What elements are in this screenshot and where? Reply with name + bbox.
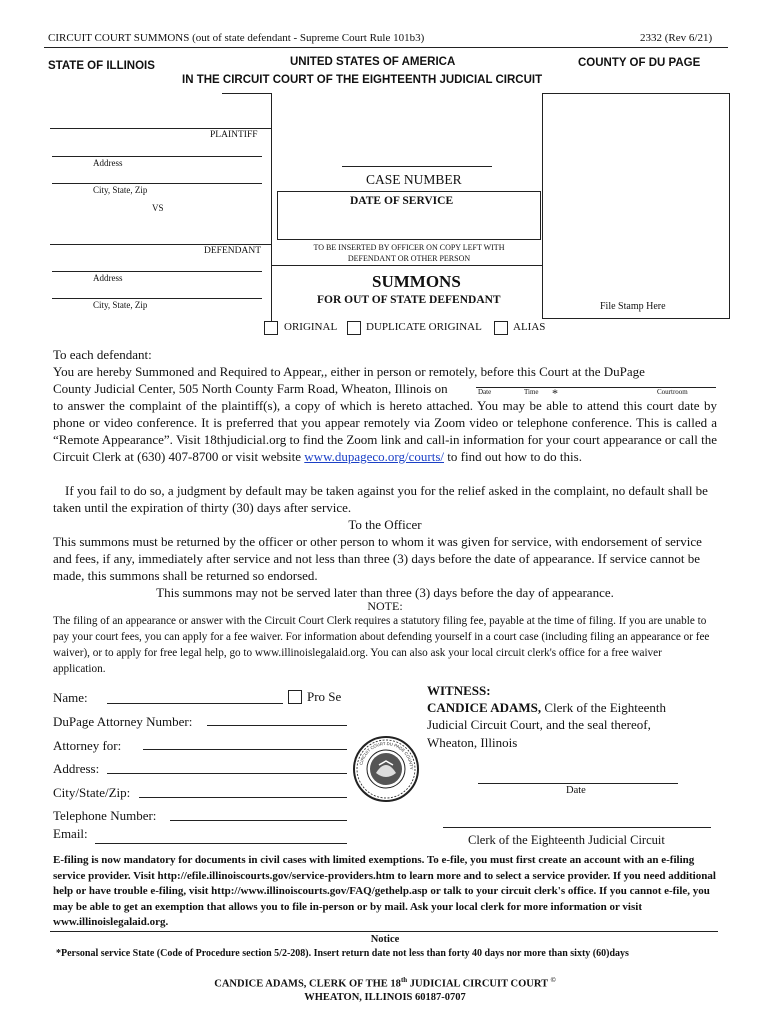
officer-note-rule bbox=[271, 265, 542, 266]
dupage-courts-link[interactable]: www.dupageco.org/courts/ bbox=[304, 449, 445, 464]
pro-se-label: Pro Se bbox=[307, 689, 342, 704]
defendant-label: DEFENDANT bbox=[204, 246, 261, 256]
footer-clerk: CANDICE ADAMS, CLERK OF THE 18 bbox=[214, 978, 401, 990]
file-stamp-box bbox=[542, 93, 730, 319]
case-number-line[interactable] bbox=[342, 166, 492, 167]
attorney-for-field[interactable] bbox=[143, 749, 347, 750]
phone-field[interactable] bbox=[170, 820, 347, 821]
pro-se-checkbox[interactable] bbox=[288, 690, 302, 704]
witness-date-label: Date bbox=[566, 785, 586, 796]
plaintiff-line[interactable] bbox=[50, 128, 271, 129]
email-label: Email: bbox=[53, 826, 88, 841]
note-paragraph: The filing of an appearance or answer with the Circuit Court Clerk requires a statutory filing fee, payable at the time of filing. If you are unable to pay your court fees, you can apply for a fee waiver. For information about defending yourself in a court case (including filing an appearance or fee waiver), or to apply for free legal help, go to www.illinoislegalaid.org. You can also ask your local circuit clerk's office for a free waiver application. bbox=[53, 615, 710, 675]
witness-heading: WITNESS: bbox=[427, 683, 491, 698]
defendant-city-line[interactable] bbox=[52, 298, 262, 299]
footer-sup: th bbox=[400, 976, 408, 984]
original-checkbox[interactable] bbox=[264, 321, 278, 335]
city-label: City, State, Zip bbox=[93, 185, 148, 195]
time-sublabel: Time bbox=[524, 388, 539, 396]
appearance-text: to answer the complaint of the plaintiff(s), a copy of which is hereto attached. You may be able to attend this court date by phone or video conference. It is preferred that you appear remotely via Zoom video or telephone conference. This is called a “Remote Appearance”. Visit 18thjudicial.org to find the Zoom link and call-in information for your court appearance or call the Circuit Clerk at (630) 407-8700 or visit website bbox=[53, 398, 717, 464]
witness-date-line[interactable] bbox=[478, 783, 678, 784]
footer-line-2: WHEATON, ILLINOIS 60187-0707 bbox=[304, 992, 466, 1003]
file-stamp-label: File Stamp Here bbox=[600, 301, 666, 312]
summons-subtitle: FOR OUT OF STATE DEFENDANT bbox=[317, 294, 501, 306]
officer-paragraph: This summons must be returned by the officer or other person to whom it was given for service, with endorsement of service and fees, if any, immediately after service and not less than three (3) days before the date of appearance. If service cannot be made, this summons shall be returned so endorsed. bbox=[53, 534, 702, 583]
phone-label: Telephone Number: bbox=[53, 808, 157, 823]
header-rule bbox=[44, 47, 728, 48]
attorney-number-label: DuPage Attorney Number: bbox=[53, 714, 193, 729]
copyright-icon: © bbox=[550, 976, 556, 984]
courtroom-sublabel: Courtroom bbox=[657, 388, 688, 396]
vs-label: VS bbox=[152, 203, 164, 213]
county-label: COUNTY OF DU PAGE bbox=[578, 57, 701, 69]
defendant-address-line[interactable] bbox=[52, 271, 262, 272]
defendant-city-label: City, State, Zip bbox=[93, 300, 148, 310]
attorney-number-field[interactable] bbox=[207, 725, 347, 726]
note-heading: NOTE: bbox=[367, 599, 403, 613]
alias-checkbox[interactable] bbox=[494, 321, 508, 335]
city-field-label: City/State/Zip: bbox=[53, 785, 131, 800]
court-label: IN THE CIRCUIT COURT OF THE EIGHTEENTH JUDICIAL CIRCUIT bbox=[182, 74, 543, 86]
officer-note: TO BE INSERTED BY OFFICER ON COPY LEFT WITH DEFENDANT OR OTHER PERSON bbox=[313, 243, 505, 263]
defendant-address-label: Address bbox=[93, 273, 123, 283]
city-field[interactable] bbox=[139, 797, 347, 798]
duplicate-checkbox[interactable] bbox=[347, 321, 361, 335]
appearance-paragraph bbox=[53, 397, 717, 465]
name-label: Name: bbox=[53, 690, 88, 705]
country-label: UNITED STATES OF AMERICA bbox=[290, 56, 456, 68]
caption-top bbox=[222, 93, 272, 94]
court-seal-icon bbox=[352, 735, 420, 803]
form-number: 2332 (Rev 6/21) bbox=[640, 32, 713, 44]
plaintiff-label: PLAINTIFF bbox=[210, 130, 258, 140]
date-of-service-label: DATE OF SERVICE bbox=[350, 195, 454, 207]
original-label: ORIGINAL bbox=[284, 321, 338, 333]
witness-line-1 bbox=[427, 700, 666, 716]
witness-line-2: Judicial Circuit Court, and the seal thereof, bbox=[427, 717, 651, 732]
clerk-name: CANDICE ADAMS, bbox=[427, 700, 542, 715]
default-paragraph: If you fail to do so, a judgment by default may be taken against you for the relief asked in the complaint, no default shall be taken until the expiration of thirty (30) days after service. bbox=[53, 483, 708, 515]
state-label: STATE OF ILLINOIS bbox=[48, 60, 155, 72]
city-line[interactable] bbox=[52, 183, 262, 184]
case-number-label: CASE NUMBER bbox=[366, 172, 462, 187]
defendant-line[interactable] bbox=[50, 244, 271, 245]
attorney-for-label: Attorney for: bbox=[53, 738, 122, 753]
form-title: CIRCUIT COURT SUMMONS (out of state defendant - Supreme Court Rule 101b3) bbox=[48, 32, 425, 44]
greeting: To each defendant: bbox=[53, 347, 152, 362]
date-sublabel: Date bbox=[478, 388, 492, 396]
efiling-rule bbox=[50, 931, 718, 932]
address-label: Address bbox=[93, 158, 123, 168]
clerk-signature-line[interactable] bbox=[443, 827, 711, 828]
body-line-2: County Judicial Center, 505 North County Farm Road, Wheaton, Illinois on bbox=[53, 381, 448, 396]
efiling-notice: E-filing is now mandatory for documents in civil cases with limited exemptions. To e-file, you must first create an account with an e-filing service provider. Visit http://efile.illinoiscourts.gov/service-providers.htm to learn more and to select a service provider. If you need additional help or have trouble e-filing, visit http://www.illinoiscourts.gov/FAQ/gethelp.asp or talk to your circuit clerk's office. If you cannot e-file, you may be able to get an exemption that allows you to file in-person or by mail. Ask your local clerk for more information or visit www.illinoislegalaid.org. bbox=[53, 854, 716, 928]
not-served-text: This summons may not be served later than three (3) days before the day of appearance. bbox=[156, 585, 614, 600]
clerk-title: Clerk of the Eighteenth Judicial Circuit bbox=[468, 833, 665, 847]
address-field-label: Address: bbox=[53, 761, 100, 776]
witness-line-3: Wheaton, Illinois bbox=[427, 735, 518, 750]
address-field[interactable] bbox=[107, 773, 347, 774]
caption-right bbox=[271, 93, 272, 325]
notice-text: *Personal service State (Code of Procedure section 5/2-208). Insert return date not less than forty 40 days nor more than sixty (60)days bbox=[56, 948, 629, 959]
to-officer-heading: To the Officer bbox=[348, 517, 422, 532]
body-line-1: You are hereby Summoned and Required to Appear,, either in person or remotely, before this Court at the DuPage bbox=[53, 364, 645, 379]
address-line[interactable] bbox=[52, 156, 262, 157]
duplicate-label: DUPLICATE ORIGINAL bbox=[366, 321, 482, 333]
name-field[interactable] bbox=[107, 703, 283, 704]
alias-label: ALIAS bbox=[513, 321, 546, 333]
notice-heading: Notice bbox=[370, 934, 400, 945]
email-field[interactable] bbox=[95, 843, 347, 844]
asterisk-mark: * bbox=[552, 386, 558, 400]
footer-court: JUDICIAL CIRCUIT COURT bbox=[407, 978, 548, 990]
witness-line-1-rest: Clerk of the Eighteenth bbox=[544, 700, 667, 715]
footer-line-1 bbox=[0, 976, 770, 990]
summons-title: SUMMONS bbox=[372, 272, 461, 291]
appearance-tail: to find out how to do this. bbox=[447, 449, 582, 464]
seal-text: CIRCUIT COURT DU PAGE COUNTY bbox=[358, 740, 415, 770]
